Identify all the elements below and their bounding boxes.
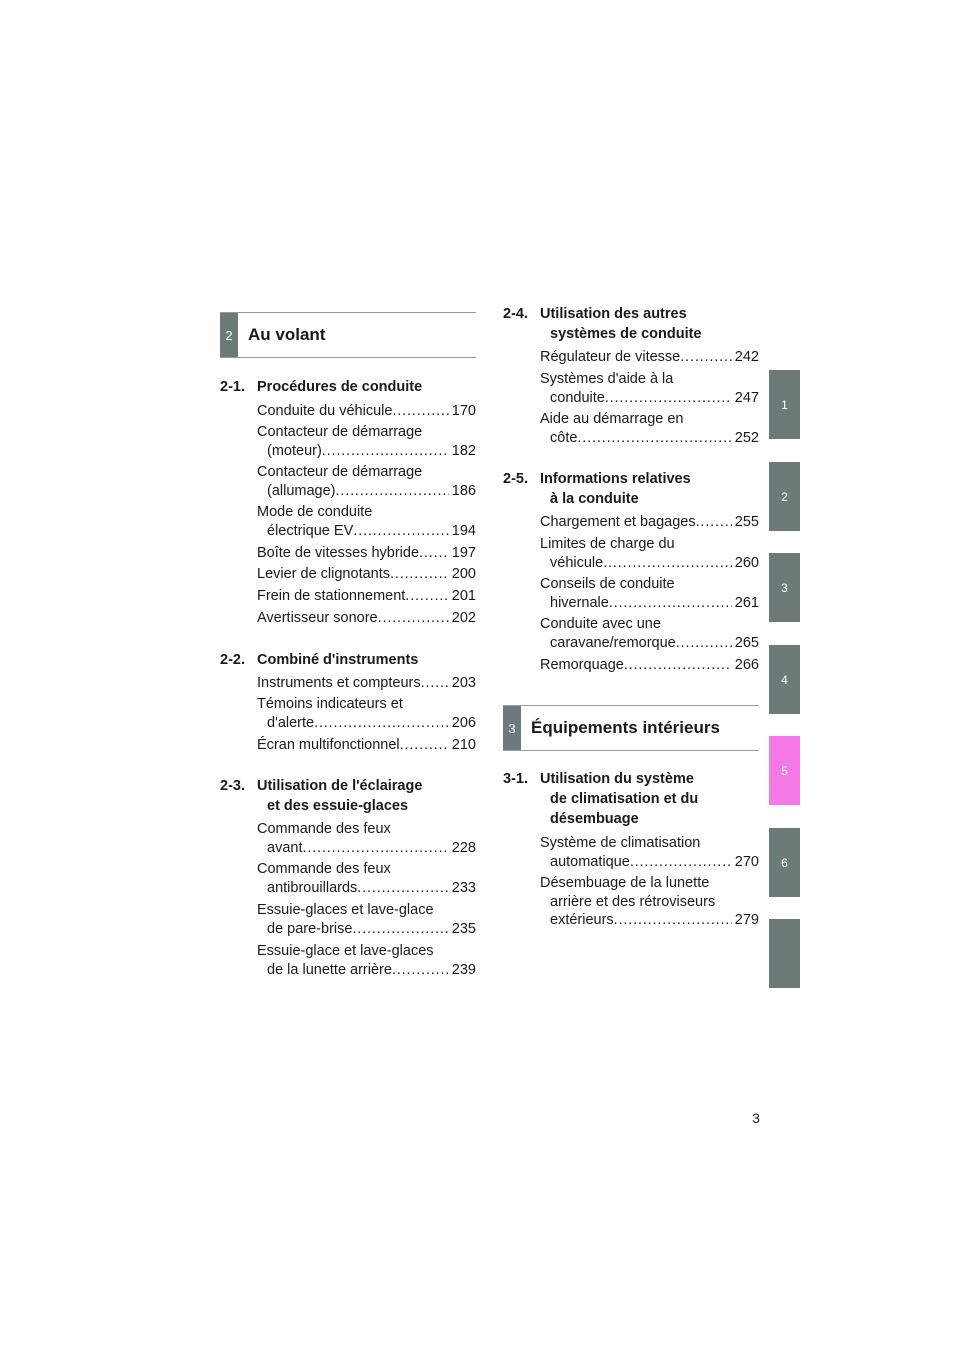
entry-text: de pare-brise [267, 920, 353, 937]
entry-text: Désembuage de la lunette [540, 875, 710, 891]
entry-text: côte [550, 429, 578, 446]
entry-text: Systèmes d'aide à la [540, 371, 674, 387]
section-header [503, 705, 759, 751]
page-number: 3 [752, 1110, 760, 1126]
entry-page: 186 [451, 482, 476, 499]
entry-page: 170 [451, 403, 476, 419]
entry-text: Aide au démarrage en [540, 411, 684, 427]
entry-page: 255 [734, 514, 759, 530]
subsection-title[interactable] [540, 769, 760, 829]
chapter-tab-2[interactable]: 2 [769, 462, 800, 531]
entry-page: 203 [451, 675, 476, 691]
chapter-tab-4[interactable]: 4 [769, 645, 800, 714]
subsection-number: 2-4. [503, 306, 528, 322]
toc-entry[interactable] [540, 348, 759, 367]
toc-entry[interactable] [257, 901, 476, 938]
chapter-tab-6[interactable]: 6 [769, 828, 800, 897]
toc-entry[interactable] [257, 565, 476, 584]
entry-page: 270 [734, 853, 759, 870]
entry-text: Conduite du véhicule [257, 403, 393, 419]
entry-text: Commande des feux [257, 821, 391, 837]
toc-entry[interactable] [257, 609, 476, 628]
toc-entry[interactable] [257, 860, 476, 897]
subsection-title-line: Utilisation des autres [540, 306, 687, 322]
entry-page: 266 [734, 657, 759, 673]
subsection-title[interactable]: Combiné d'instruments [257, 652, 419, 668]
toc-entry[interactable] [540, 656, 759, 675]
entry-text: Boîte de vitesses hybride [257, 545, 420, 561]
subsection-title[interactable] [257, 776, 477, 816]
toc-entry[interactable] [540, 834, 759, 871]
subsection-title-line: de climatisation et du [550, 791, 699, 807]
chapter-tab-5[interactable]: 5 [769, 736, 800, 805]
entry-page: 197 [451, 545, 476, 561]
toc-entry[interactable] [257, 544, 476, 563]
toc-entry[interactable] [540, 513, 759, 532]
toc-entry[interactable] [257, 423, 476, 460]
entry-text: de la lunette arrière [267, 961, 392, 978]
entry-page: 228 [451, 839, 476, 856]
subsection-title-line: à la conduite [550, 491, 639, 507]
toc-entry[interactable] [257, 503, 476, 540]
toc-entry[interactable] [540, 410, 759, 447]
toc-entry[interactable] [257, 695, 476, 732]
entry-text: Essuie-glaces et lave-glace [257, 902, 434, 918]
entry-page: 260 [734, 554, 759, 571]
entry-text: Remorquage [540, 657, 624, 673]
entry-page: 265 [734, 634, 759, 651]
toc-entry[interactable] [257, 674, 476, 693]
entry-page: 239 [451, 961, 476, 978]
entry-page: 202 [451, 610, 476, 626]
entry-text: Contacteur de démarrage [257, 424, 423, 440]
entry-text: Chargement et bagages [540, 514, 696, 530]
toc-entry[interactable] [540, 535, 759, 572]
subsection-title[interactable] [540, 304, 760, 344]
entry-text: antibrouillards [267, 879, 358, 896]
subsection-title-line: Utilisation de l'éclairage [257, 778, 423, 794]
entry-text: d'alerte [267, 714, 315, 731]
entry-page: 242 [734, 349, 759, 365]
entry-text: (moteur) [267, 442, 322, 459]
entry-page: 252 [734, 429, 759, 446]
toc-entry[interactable] [257, 820, 476, 857]
entry-page: 261 [734, 594, 759, 611]
entry-page: 200 [451, 566, 476, 582]
toc-entry[interactable] [540, 874, 759, 930]
entry-page: 194 [451, 522, 476, 539]
section-title: Équipements intérieurs [531, 718, 720, 737]
entry-text: Avertisseur sonore [257, 610, 378, 626]
entry-text: Système de climatisation [540, 835, 701, 851]
entry-text: Commande des feux [257, 861, 391, 877]
entry-text: (allumage) [267, 482, 336, 499]
toc-entry[interactable] [540, 575, 759, 612]
entry-text: Instruments et compteurs [257, 675, 421, 691]
section-number: 2 [220, 313, 238, 357]
entry-text: Régulateur de vitesse [540, 349, 681, 365]
entry-text: Mode de conduite [257, 504, 373, 520]
section-title: Au volant [248, 325, 326, 344]
entry-text: automatique [550, 853, 630, 870]
entry-page: 210 [451, 737, 476, 753]
toc-entry[interactable] [540, 615, 759, 652]
section-number: 3 [503, 706, 521, 750]
toc-entry[interactable] [257, 587, 476, 606]
entry-text: véhicule [550, 554, 604, 571]
entry-text: Essuie-glace et lave-glaces [257, 943, 434, 959]
entry-text: arrière et des rétroviseurs [550, 893, 716, 910]
toc-entry[interactable] [540, 370, 759, 407]
subsection-number: 2-1. [220, 379, 245, 395]
chapter-tab-3[interactable]: 3 [769, 553, 800, 622]
toc-entry[interactable] [257, 736, 476, 755]
entry-page: 247 [734, 389, 759, 406]
entry-page: 279 [734, 912, 759, 928]
subsection-title-line: Utilisation du système [540, 771, 694, 787]
subsection-title-line: désembuage [550, 811, 639, 827]
chapter-tab-1[interactable]: 1 [769, 370, 800, 439]
toc-entry[interactable] [257, 402, 476, 421]
entry-page: 182 [451, 442, 476, 459]
subsection-title[interactable] [540, 469, 760, 509]
entry-text: avant [267, 839, 303, 856]
entry-text: Conseils de conduite [540, 576, 675, 592]
entry-text: Levier de clignotants [257, 566, 390, 582]
entry-text: caravane/remorque [550, 634, 676, 651]
subsection-number: 2-5. [503, 471, 528, 487]
subsection-number: 2-2. [220, 652, 245, 668]
entry-text: Témoins indicateurs et [257, 696, 403, 712]
chapter-tab-7[interactable] [769, 919, 800, 988]
entry-page: 233 [451, 879, 476, 896]
entry-text: Limites de charge du [540, 536, 675, 552]
entry-text: Écran multifonctionnel [257, 737, 400, 753]
entry-text: conduite [550, 389, 605, 406]
subsection-title-line: et des essuie-glaces [267, 798, 409, 814]
subsection-number: 3-1. [503, 771, 528, 787]
subsection-title-line: systèmes de conduite [550, 326, 702, 342]
entry-text: Contacteur de démarrage [257, 464, 423, 480]
entry-text: électrique EV [267, 522, 354, 539]
entry-text: Frein de stationnement [257, 588, 406, 604]
entry-page: 235 [451, 920, 476, 937]
toc-entry[interactable] [257, 942, 476, 979]
subsection-title-line: Informations relatives [540, 471, 691, 487]
toc-entry[interactable] [257, 463, 476, 500]
entry-text: extérieurs [550, 912, 614, 928]
entry-page: 206 [451, 714, 476, 731]
subsection-title[interactable]: Procédures de conduite [257, 379, 423, 395]
entry-text: Conduite avec une [540, 616, 661, 632]
entry-text: hivernale [550, 594, 609, 611]
entry-page: 201 [451, 588, 476, 604]
subsection-number: 2-3. [220, 778, 245, 794]
section-header [220, 312, 476, 358]
